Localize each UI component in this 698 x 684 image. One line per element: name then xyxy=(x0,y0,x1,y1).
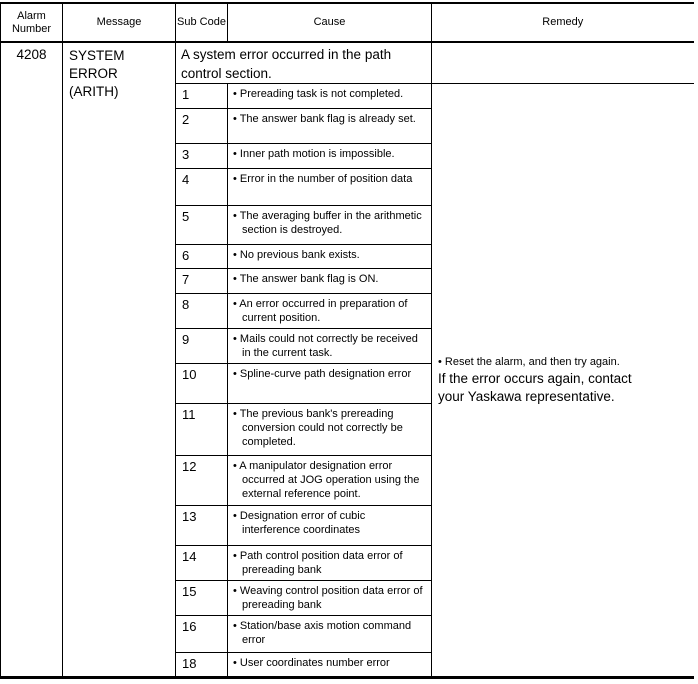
cause-cell: • The answer bank flag is already set. xyxy=(228,109,432,144)
cause-cell: • An error occurred in preparation of current position. xyxy=(228,294,432,329)
sub-code-cell: 10 xyxy=(176,364,228,404)
sub-code-cell: 5 xyxy=(176,206,228,245)
sub-code-cell: 6 xyxy=(176,245,228,269)
cause-cell: • The previous bank's prereading conversion could not correctly be completed. xyxy=(228,404,432,456)
overview-row xyxy=(1,42,694,84)
sub-code-cell: 3 xyxy=(176,144,228,169)
cause-cell: • Designation error of cubic interference coordinates xyxy=(228,506,432,546)
sub-code-cell: 14 xyxy=(176,546,228,581)
header-remedy: Remedy xyxy=(432,3,694,42)
sub-code-cell: 12 xyxy=(176,456,228,506)
sub-code-cell: 18 xyxy=(176,653,228,678)
message-line: (ARITH) xyxy=(69,84,119,99)
sub-code-cell: 8 xyxy=(176,294,228,329)
header-message: Message xyxy=(63,3,176,42)
remedy-reset-line: • Reset the alarm, and then try again. xyxy=(438,355,620,368)
cause-cell: • Prereading task is not completed. xyxy=(228,84,432,109)
header-alarm-number: Alarm Number xyxy=(1,3,63,42)
remedy-contact-line: If the error occurs again, contact xyxy=(438,370,632,386)
sub-code-cell: 13 xyxy=(176,506,228,546)
subcode-rows xyxy=(1,42,694,678)
sub-code-cell: 11 xyxy=(176,404,228,456)
sub-code-cell: 9 xyxy=(176,329,228,364)
message-line: ERROR xyxy=(69,66,118,81)
header-row xyxy=(1,3,694,42)
header-cause: Cause xyxy=(228,3,432,42)
remedy-contact-line: your Yaskawa representative. xyxy=(438,388,615,404)
cause-cell: • Weaving control position data error of prereading bank xyxy=(228,581,432,616)
cause-cell: • Inner path motion is impossible. xyxy=(228,144,432,169)
remedy-spacer-cell xyxy=(432,42,694,84)
sub-code-cell: 15 xyxy=(176,581,228,616)
cause-cell: • Station/base axis motion command error xyxy=(228,616,432,653)
sub-code-cell: 4 xyxy=(176,169,228,206)
sub-code-cell: 16 xyxy=(176,616,228,653)
alarm-number-cell: 4208 xyxy=(1,42,63,678)
remedy-cell xyxy=(432,84,694,678)
sub-code-cell: 1 xyxy=(176,84,228,109)
cause-cell: • The averaging buffer in the arithmetic section is destroyed. xyxy=(228,206,432,245)
message-line: SYSTEM xyxy=(69,48,125,63)
cause-cell: • The answer bank flag is ON. xyxy=(228,269,432,294)
sub-code-cell: 7 xyxy=(176,269,228,294)
cause-cell: • A manipulator designation error occurred at JOG operation using the external reference point. xyxy=(228,456,432,506)
cause-cell: • Error in the number of position data xyxy=(228,169,432,206)
cause-cell: • No previous bank exists. xyxy=(228,245,432,269)
cause-cell: • User coordinates number error xyxy=(228,653,432,678)
alarm-code-table xyxy=(0,2,694,679)
cause-cell: • Mails could not correctly be received in the current task. xyxy=(228,329,432,364)
cause-cell: • Spline-curve path designation error xyxy=(228,364,432,404)
message-cell xyxy=(63,42,176,678)
header-sub-code: Sub Code xyxy=(176,3,228,42)
cause-overview-cell: A system error occurred in the path control section. xyxy=(176,42,432,84)
cause-cell: • Path control position data error of prereading bank xyxy=(228,546,432,581)
sub-code-cell: 2 xyxy=(176,109,228,144)
